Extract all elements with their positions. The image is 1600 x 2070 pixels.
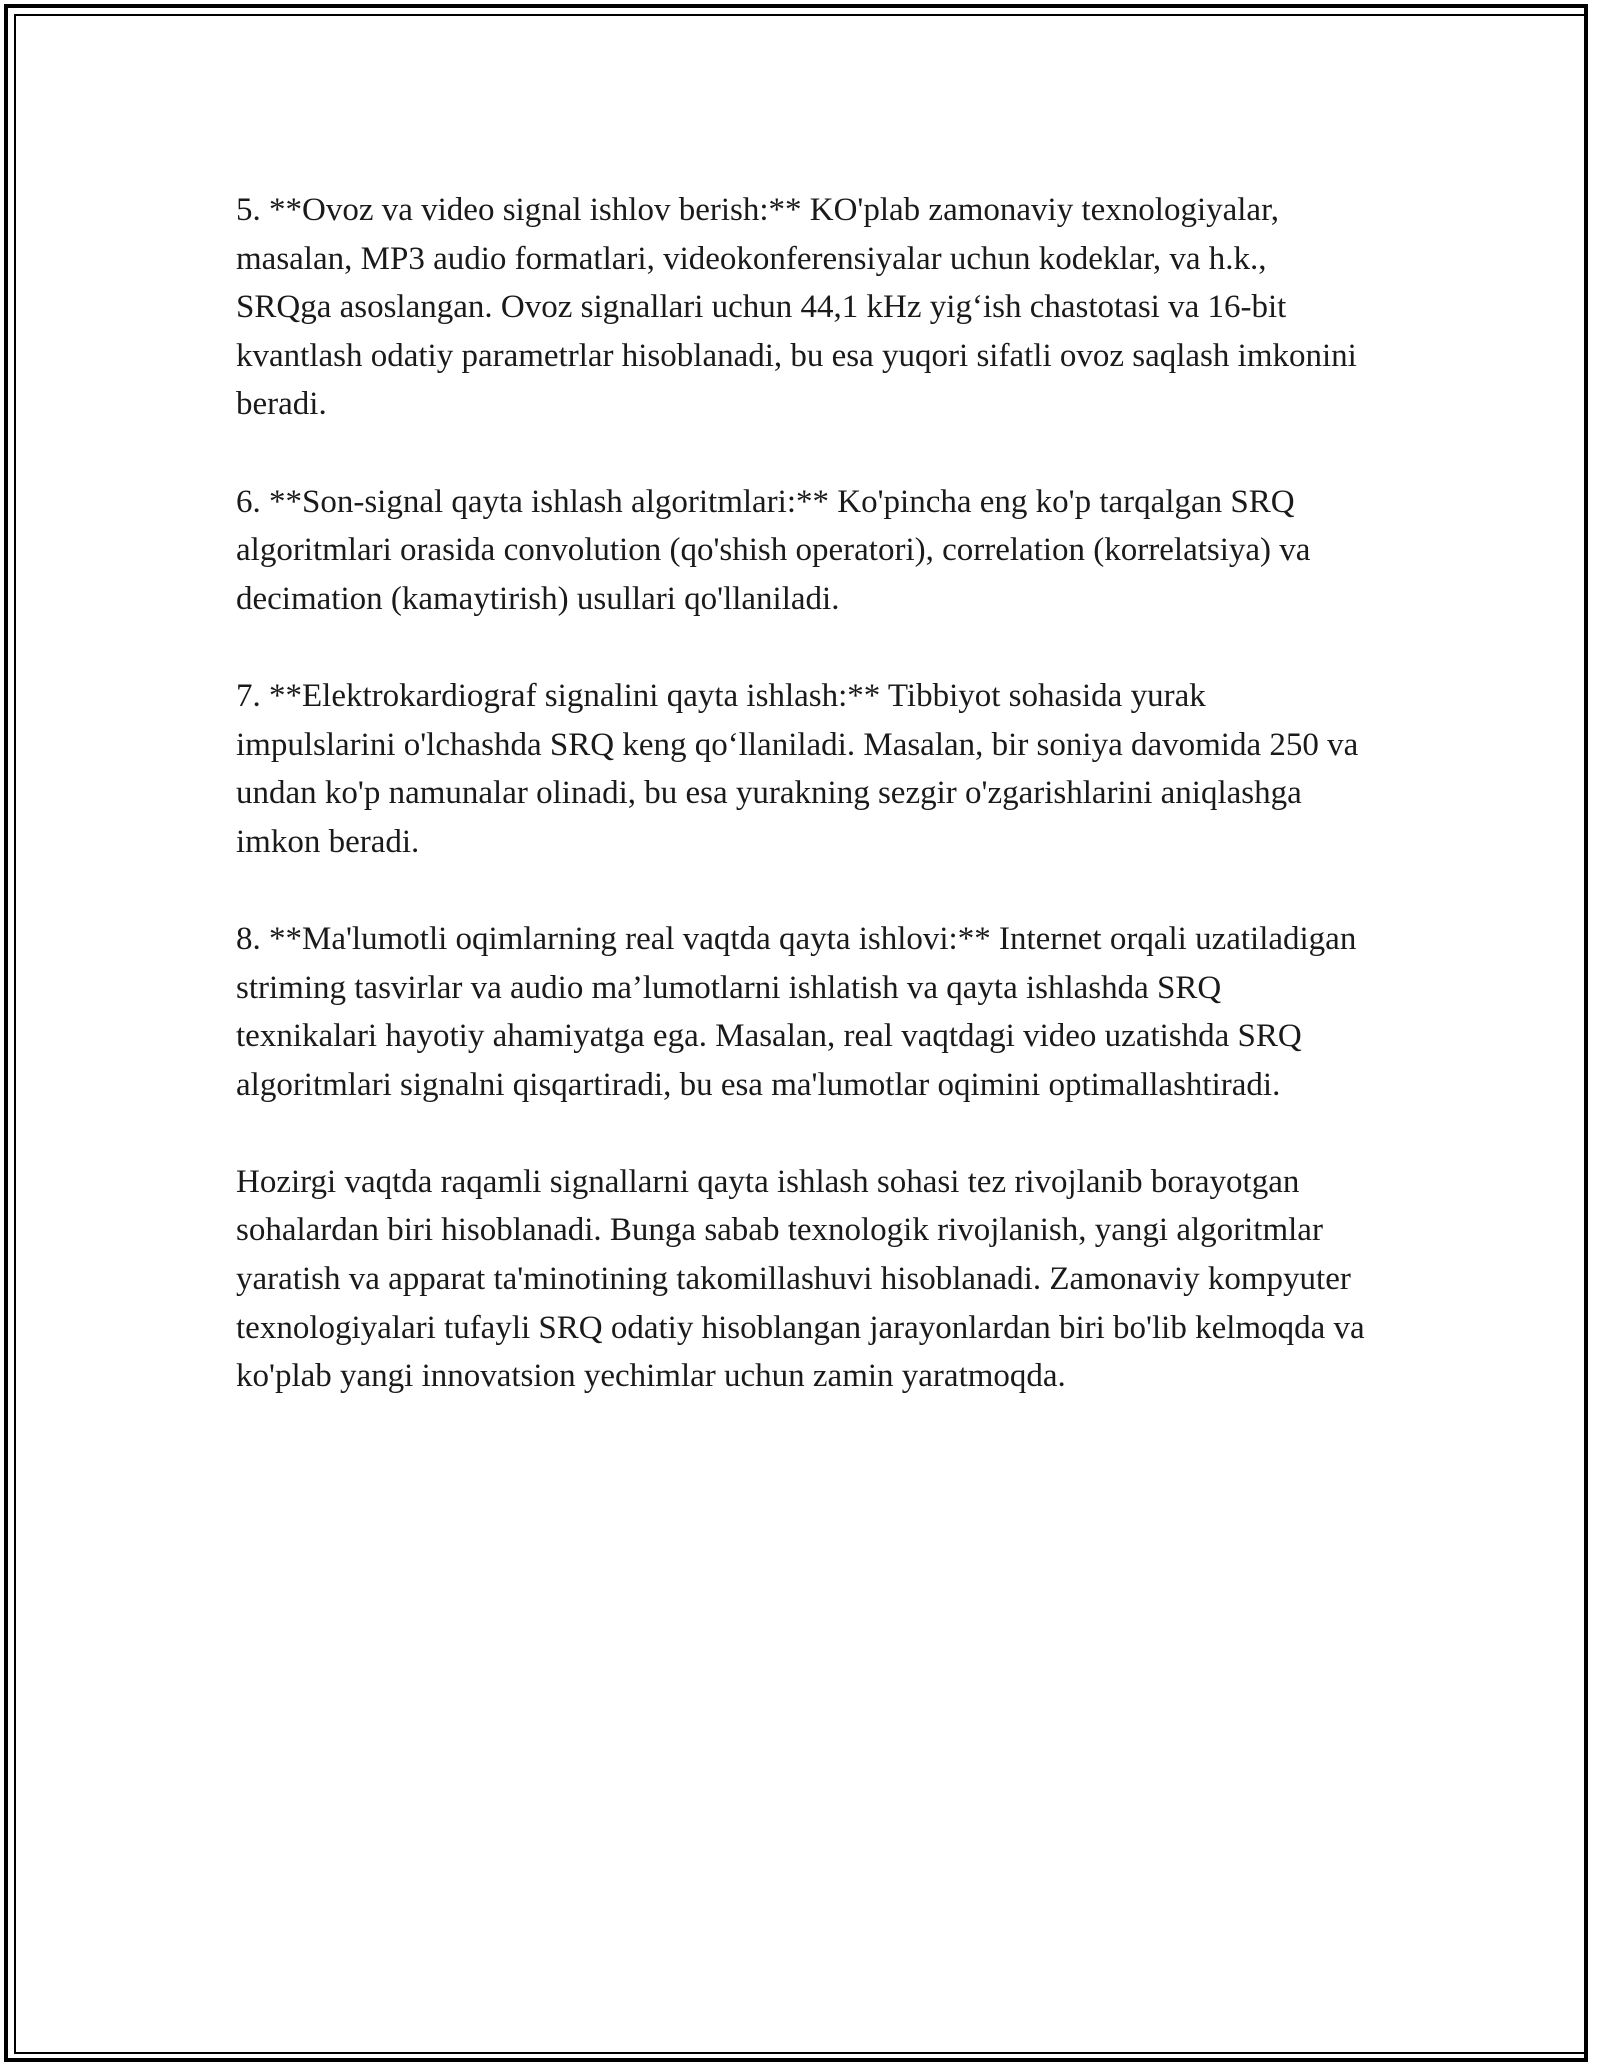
paragraph-item-8-realtime-streams: 8. **Ma'lumotli oqimlarning real vaqtda qayta ishlovi:** Internet orqali uzatiladigan striming tasvirlar va audio ma’lumotlarni ishlatish va qayta ishlashda SRQ texnikalari hayotiy ahamiyatga ega. Masalan, real vaqtdagi video uzatishda SRQ algoritmlari signalni qisqartiradi, bu esa ma'lumotlar oqimini optimallashtiradi. — [236, 920, 1357, 1103]
document-body — [236, 186, 1366, 1401]
paragraph-conclusion: Hozirgi vaqtda raqamli signallarni qayta ishlash sohasi tez rivojlanib borayotgan sohalardan biri hisoblanadi. Bunga sabab texnologik rivojlanish, yangi algoritmlar yaratish va apparat ta'minotining takomillashuvi hisoblanadi. Zamonaviy kompyuter texnologiyalari tufayli SRQ odatiy hisoblangan jarayonlardan biri bo'lib kelmoqda va ko'plab yangi innovatsion yechimlar uchun zamin yaratmoqda. — [236, 1163, 1365, 1395]
paragraph-item-6-algorithms: 6. **Son-signal qayta ishlash algoritmlari:** Ko'pincha eng ko'p tarqalgan SRQ algoritmlari orasida convolution (qo'shish operatori), correlation (korrelatsiya) va decimation (kamaytirish) usullari qo'llaniladi. — [236, 483, 1311, 617]
paragraph-item-5-audio-video: 5. **Ovoz va video signal ishlov berish:** KO'plab zamonaviy texnologiyalar, masalan, MP3 audio formatlari, videokonferensiyalar uchun kodeklar, va h.k., SRQga asoslangan. Ovoz signallari uchun 44,1 kHz yig‘ish chastotasi va 16-bit kvantlash odatiy parametrlar hisoblanadi, bu esa yuqori sifatli ovoz saqlash imkonini beradi. — [236, 192, 1357, 423]
paragraph-item-7-ecg: 7. **Elektrokardiograf signalini qayta ishlash:** Tibbiyot sohasida yurak impulslarini o'lchashda SRQ keng qo‘llaniladi. Masalan, bir soniya davomida 250 va undan ko'p namunalar olinadi, bu esa yurakning sezgir o'zgarishlarini aniqlashga imkon beradi. — [236, 677, 1359, 860]
